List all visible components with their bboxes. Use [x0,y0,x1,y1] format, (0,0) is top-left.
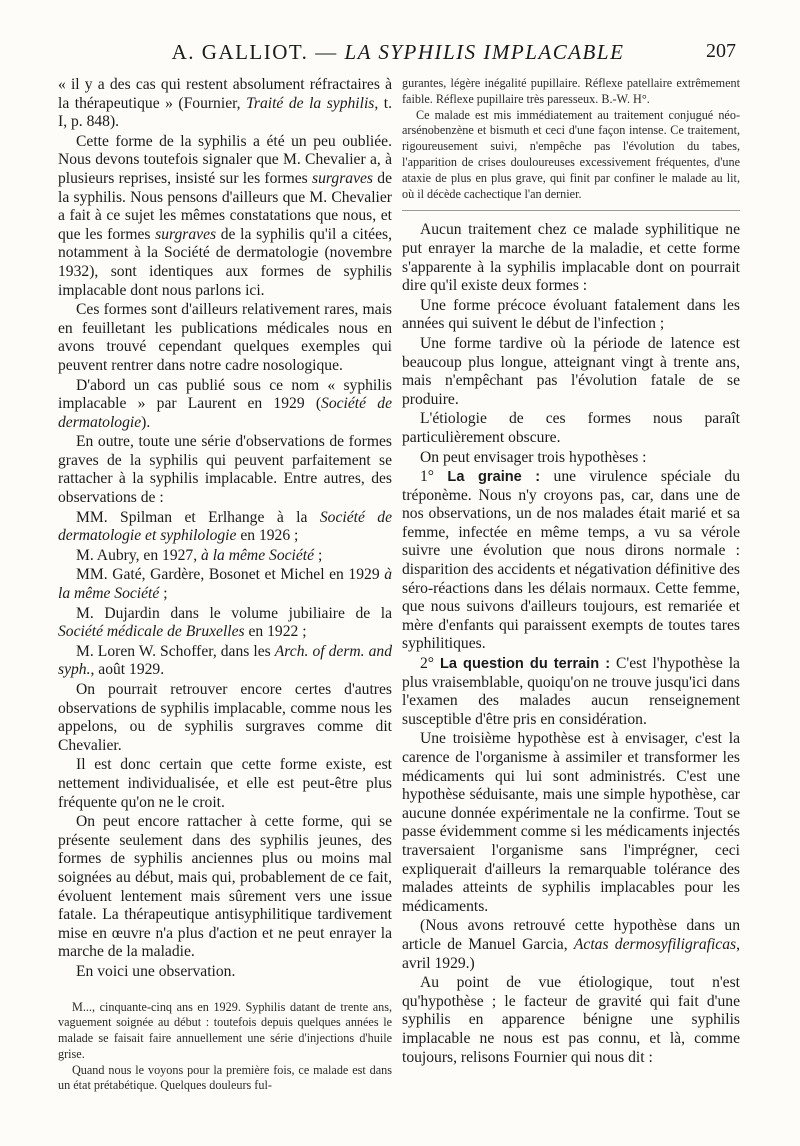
paragraph: Une forme précoce évoluant fatalement dans les années qui suivent le début de l'infection ; [402,296,740,333]
page-number: 207 [706,40,736,62]
right-column [402,76,740,1068]
paragraph: On peut encore rattacher à cette forme, qui se présente seulement dans des syphilis jeunes, des formes de syphilis anciennes plus ou moins mal soignées au début, mais qui, probablement de ce fait, évoluent lentement mais sûrement vers une issue fatale. La thérapeutique antisyphilitique tardivement mise en œuvre n'a plus d'action et ne peut enrayer la marche de la maladie. [58,813,392,961]
header-author: A. GALLIOT. [171,40,309,64]
paragraph: On pourrait retrouver encore certes d'autres observations de syphilis implacable, comme nous les appelons, ou de syphilis surgraves comme dit Chevalier. [58,681,392,754]
header-separator: — [315,40,338,64]
observation-note [58,1000,392,1095]
paragraph: En voici une observation. [76,962,236,980]
observation-text: Ce malade est mis immédiatement au traitement conjugué néo-arsénobenzène et bismuth et ceci d'une façon intense. Ce traitement, rigoureusement suivi, n'empêche pas l'évolution du tabes, l'apparition de crises douloureuses excessivement fréquentes, d'une ataxie de plus en plus grave, qui finit par confiner le malade au lit, où il décède cachectique l'an dernier. [402,107,740,201]
paragraph: Une forme tardive où la période de latence est beaucoup plus longue, atteignant vingt à trente ans, mais n'empêchant pas l'évolution fatale de se produire. [402,334,740,408]
paragraph: « il y a des cas qui restent absolument réfractaires à la thérapeutique » (Fournier, Traité de la syphilis, t. I, p. 848). [58,76,392,131]
paragraph: Ces formes sont d'ailleurs relativement rares, mais en feuilletant les publications médicales nous en avons trouvé cependant quelques exemples qui peuvent rentrer dans notre cadre nosologique. [58,301,392,374]
running-header [60,38,736,72]
paragraph: (Nous avons retrouvé cette hypothèse dans un article de Manuel Garcia, Actas dermosyfiligraficas, avril 1929.) [402,917,740,972]
hypothesis-heading: La graine : [447,469,541,486]
reference-item: MM. Spilman et Erlhange à la Société de dermatologie et syphilologie en 1926 ; [58,508,393,545]
observation-text: M..., cinquante-cinq ans en 1929. Syphilis datant de trente ans, vaguement soignée au début : toutefois depuis quelques années le malade se faisait faire annuellement une série d'injections d'huile grise. [58,999,392,1061]
running-title [60,40,736,65]
paragraph: Il est donc certain que cette forme existe, est nettement individualisée, et elle est peut-être plus fréquente qu'on ne le croit. [58,756,392,811]
hypothesis-2: 2° La question du terrain : C'est l'hypothèse la plus vraisemblable, quoiqu'on ne trouve jusqu'ici dans l'examen des malades aucun renseignement susceptible d'être pris en considération. [402,655,740,728]
section-divider [402,210,740,211]
reference-item: M. Aubry, en 1927, à la même Société ; [76,546,323,564]
observation-text: Quand nous le voyons pour la première fois, ce malade est dans un état prétabétique. Quelques douleurs ful- [58,1062,392,1093]
reference-item: MM. Gaté, Gardère, Bosonet et Michel en 1929 à la même Société ; [58,566,392,603]
hypothesis-1: 1° La graine : une virulence spéciale du tréponème. Nous n'y croyons pas, car, dans une de nos observations, un de nos malades était marié et sa femme, infectée en même temps, a vu sa vérole suivre une évolution que nous dirons normale : disparition des accidents et négativation définitive des séro-réactions dans les délais normaux. Cette femme, que nous suivons d'ailleurs toujours, est remariée et mère d'enfants qui paraissent exempts de toutes tares syphilitiques. [402,468,740,653]
left-column [58,76,392,1094]
header-title: LA SYPHILIS IMPLACABLE [344,40,625,64]
paragraph: Une troisième hypothèse est à envisager, c'est la carence de l'organisme à assimiler et transformer les médicaments qui lui sont administrés. C'est une hypothèse séduisante, mais une simple hypothèse, car aucune donnée expérimentale ne la confirme. Tout se passe évidemment comme si les médicaments injectés traversaient l'organisme sans l'imprégner, ceci expliquerait d'ailleurs la remarquable tolérance des malades atteints de syphilis implacables pour les médicaments. [402,730,740,915]
paragraph: D'abord un cas publié sous ce nom « syphilis implacable » par Laurent en 1929 (Société de dermatologie). [58,376,392,431]
paragraph: On peut envisager trois hypothèses : [420,448,647,466]
paragraph: Au point de vue étiologique, tout n'est qu'hypothèse ; le facteur de gravité qui fait d'une syphilis en apparence bénigne une syphilis implacable ne nous est pas connu, et là, comme toujours, relisons Fournier qui nous dit : [402,974,740,1066]
hypothesis-heading: La question du terrain : [439,656,611,673]
paragraph: L'étiologie de ces formes nous paraît particulièrement obscure. [402,410,740,446]
paragraph: En outre, toute une série d'observations de formes graves de la syphilis qui peuvent parfaitement se rattacher à la syphilis implacable. Entre autres, des observations de : [58,433,392,507]
reference-item: M. Dujardin dans le volume jubiliaire de la Société médicale de Bruxelles en 1922 ; [58,604,392,641]
observation-text: gurantes, légère inégalité pupillaire. Réflexe patellaire extrêmement faible. Réflexe pupillaire très paresseux. B.-W. H°. [402,76,740,106]
paragraph: Cette forme de la syphilis a été un peu oubliée. Nous devons toutefois signaler que M. Chevalier a, à plusieurs reprises, insisté sur les formes surgraves de la syphilis. Nous pensons d'ailleurs que M. Chevalier a fait à ce sujet les mêmes constatations que nous, et que les formes surgraves de la syphilis qu'il a citées, notamment à la Société de dermatologie (novembre 1932), sont identiques aux formes de syphilis implacable dont nous parlons ici. [58,132,393,299]
observation-note-continued [402,76,740,202]
paragraph: Aucun traitement chez ce malade syphilitique ne put enrayer la marche de la maladie, et cette forme s'apparente à la syphilis implacable dont on pourrait dire qu'il existe deux formes : [402,221,740,295]
reference-item: M. Loren W. Schoffer, dans les Arch. of derm. and syph., août 1929. [58,642,392,679]
